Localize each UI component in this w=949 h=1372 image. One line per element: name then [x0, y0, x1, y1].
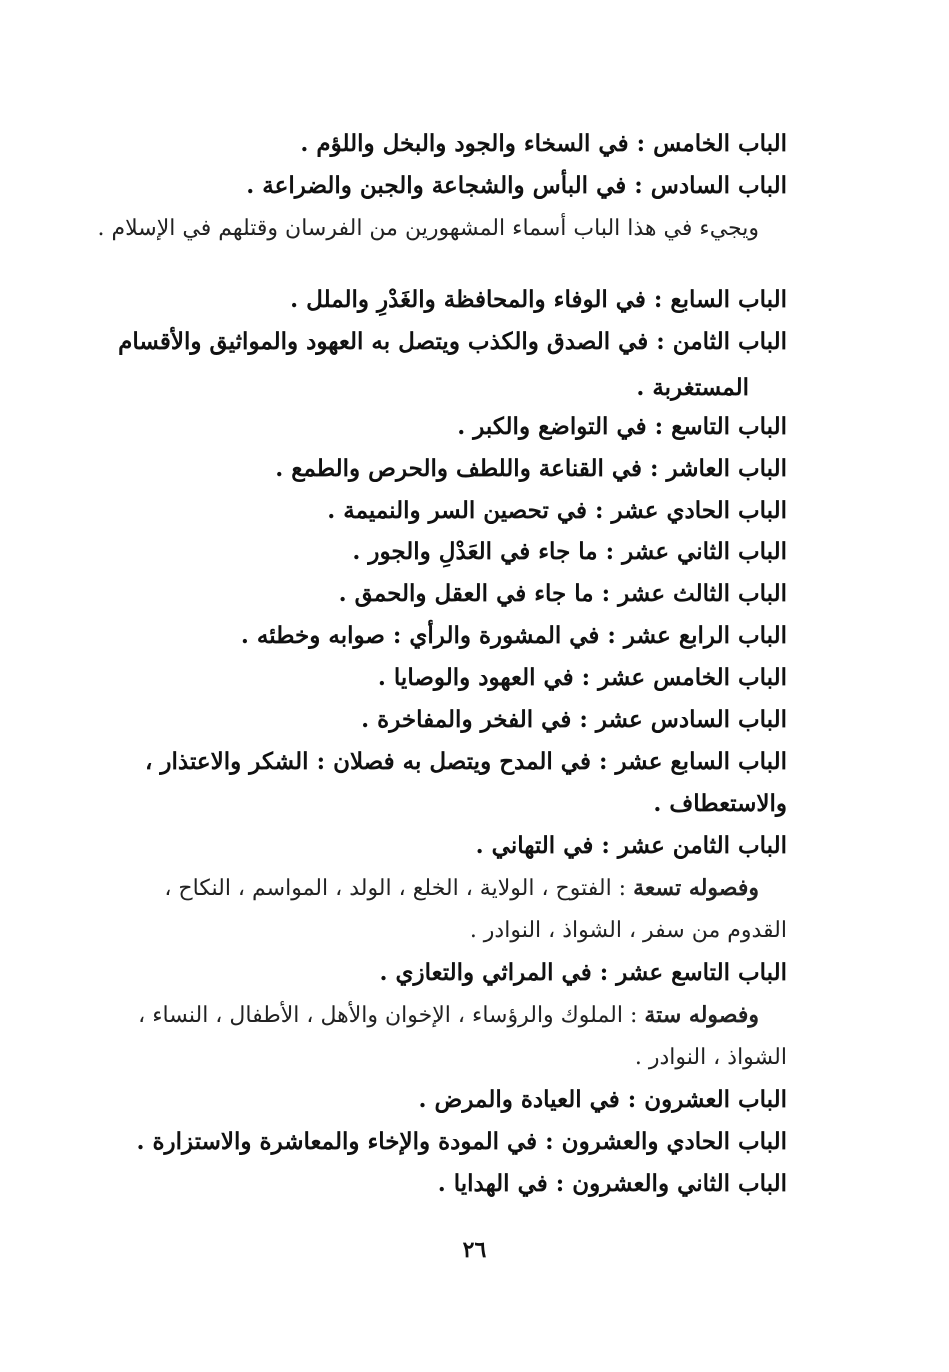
chapter-line: الباب السادس عشر : في الفخر والمفاخرة .: [361, 706, 787, 733]
chapter-line: الباب الثامن عشر : في التهاني .: [475, 832, 787, 859]
chapter-line: الباب الثامن : في الصدق والكذب ويتصل به العهود والمواثيق والأقسام: [118, 328, 787, 355]
sections-line: [138, 1000, 759, 1031]
chapter-line: الباب الحادي والعشرون : في المودة والإخاء والمعاشرة والاستزارة .: [136, 1128, 787, 1155]
chapter-line: الباب السابع : في الوفاء والمحافظة والغَدْرِ والملل .: [290, 286, 787, 313]
chapter-line: الباب الخامس عشر : في العهود والوصايا .: [377, 664, 787, 691]
chapter-line: الباب السابع عشر : في المدح ويتصل به فصلان : الشكر والاعتذار ،: [144, 748, 787, 775]
chapter-line: الباب العاشر : في القناعة واللطف والحرص والطمع .: [275, 455, 787, 482]
page-number: ٢٦: [462, 1237, 487, 1263]
chapter-line: الباب الثاني عشر : ما جاء في العَدْلِ والجور .: [352, 538, 787, 565]
chapter-line: الباب العشرون : في العيادة والمرض .: [418, 1086, 787, 1113]
chapter-line: الباب التاسع : في التواضع والكبر .: [457, 413, 787, 440]
sections-lead: وفصوله تسعة: [633, 875, 759, 901]
chapter-note: ويجيء في هذا الباب أسماء المشهورين من الفرسان وقتلهم في الإسلام .: [97, 216, 759, 241]
chapter-line: الباب السادس : في البأس والشجاعة والجبن والضراعة .: [246, 172, 787, 199]
chapter-line: الباب الخامس : في السخاء والجود والبخل واللؤم .: [300, 130, 787, 157]
sections-line-continuation: القدوم من سفر ، الشواذ ، النوادر .: [469, 918, 787, 943]
chapter-line-continuation: والاستعطاف .: [653, 790, 787, 817]
chapter-line: الباب الحادي عشر : في تحصين السر والنميمة .: [327, 497, 787, 524]
sections-lead: وفصوله ستة: [644, 1002, 759, 1028]
chapter-line: الباب الرابع عشر : في المشورة والرأي : صوابه وخطئه .: [240, 622, 787, 649]
chapter-line: الباب الثاني والعشرون : في الهدايا .: [437, 1170, 787, 1197]
chapter-line-continuation: المستغربة .: [636, 374, 749, 401]
chapter-line: الباب التاسع عشر : في المراثي والتعازي .: [379, 959, 787, 986]
sections-line: [164, 873, 759, 904]
sections-line-continuation: الشواذ ، النوادر .: [634, 1045, 787, 1070]
chapter-line: الباب الثالث عشر : ما جاء في العقل والحمق .: [338, 580, 787, 607]
sections-list: : الفتوح ، الولاية ، الخلع ، الولد ، المواسم ، النكاح ،: [164, 876, 634, 901]
sections-list: : الملوك والرؤساء ، الإخوان والأهل ، الأطفال ، النساء ،: [138, 1003, 645, 1028]
